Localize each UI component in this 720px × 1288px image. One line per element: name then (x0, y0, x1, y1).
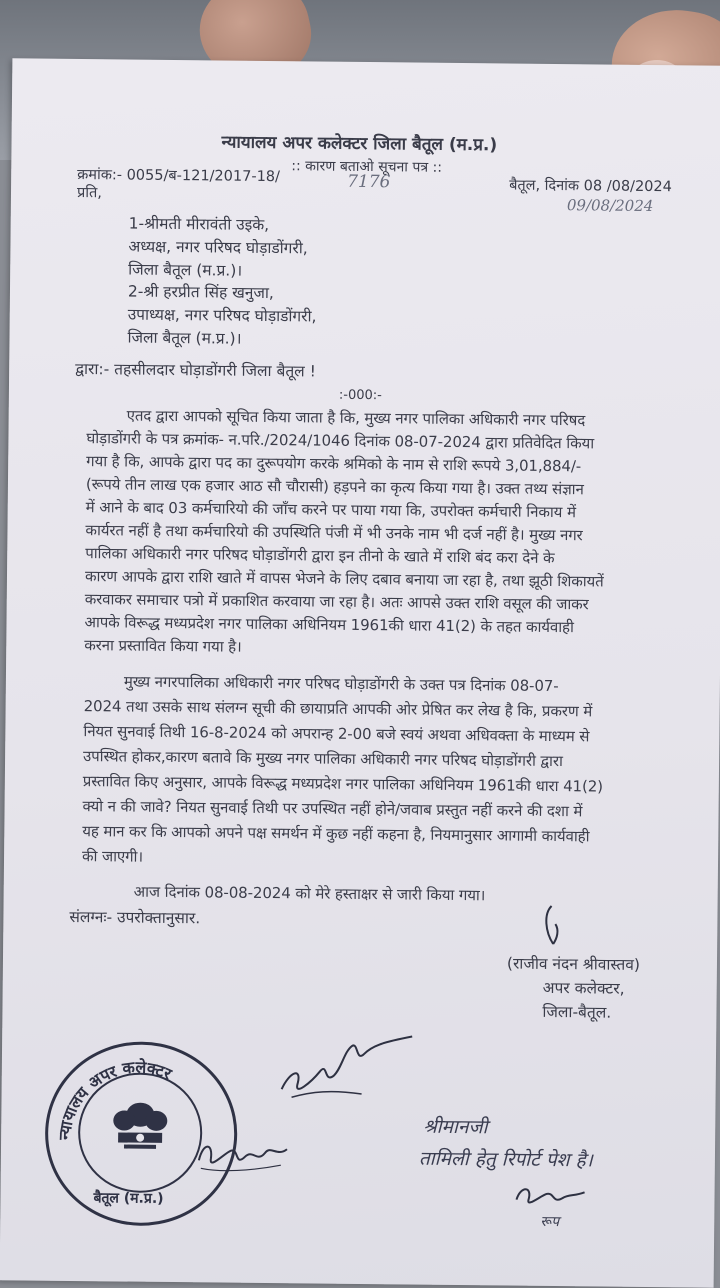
seal-bottom-text: बैतूल (म.प्र.) (93, 1190, 164, 1207)
recipient-line: जिला बैतूल (म.प्र.)। (127, 328, 242, 348)
to-label: प्रति, (76, 184, 102, 202)
separator: :-000:- (338, 387, 382, 404)
handwritten-note-line-2: तामिली हेतु रिपोर्ट पेश है। (418, 1147, 593, 1172)
handwritten-scribble (191, 1122, 302, 1183)
seal-outer-text: न्यायालय अपर कलेक्टर (55, 1057, 175, 1141)
recipient-line: 2-श्री हरप्रीत सिंह खनुजा, (127, 282, 274, 303)
through-line: द्वारा:- तहसीलदार घोड़ाडोंगरी जिला बैतूल ! (75, 359, 316, 381)
body-line: यह मान कर कि आपको अपने पक्ष समर्थन में कुछ नहीं कहना है, नियमानुसार आगामी कार्यवाही (82, 822, 590, 846)
body-line: उपस्थित होकर,कारण बतावे कि मुख्य नगर पालिका अधिकारी नगर परिषद घोड़ाडोंगरी द्वारा (83, 747, 563, 771)
recipient-line: 1-श्रीमती मीरावंती उइके, (128, 214, 270, 234)
signatory-designation: अपर कलेक्टर, (542, 978, 625, 998)
issue-line: आज दिनांक 08-08-2024 को मेरे हस्ताक्षर से जारी किया गया। (133, 882, 486, 905)
place-date: बैतूल, दिनांक 08 /08/2024 (509, 177, 672, 196)
note-sign-label: रूप (540, 1213, 560, 1231)
attachment-line: संलग्नः- उपरोक्तानुसार. (69, 907, 201, 928)
body-line: एतद द्वारा आपको सूचित किया जाता है कि, मुख्य नगर पालिका अधिकारी नगर परिषद (126, 406, 586, 430)
body-line: मुख्य नगरपालिका अधिकारी नगर परिषद घोड़ाडोंगरी के उक्त पत्र दिनांक 08-07- (123, 672, 559, 696)
recipient-line: जिला बैतूल (म.प्र.)। (128, 260, 243, 280)
body-line: की जाएगी। (81, 847, 144, 866)
body-line: 2024 तथा उसके साथ संलग्न सूची की छायाप्रति आपकी ओर प्रेषित कर लेख है कि, प्रकरण में (83, 697, 593, 721)
signature-mark (533, 904, 574, 952)
body-line: (रूपये तीन लाख एक हजार आठ सौ चौरासी) हड़पने का कृत्य किया गया है। उक्त तथ्य संज्ञान (85, 475, 584, 499)
recipient-line: उपाध्यक्ष, नगर परिषद घोड़ाडोंगरी, (127, 305, 317, 326)
body-line: प्रस्तावित किए अनुसार, आपके विरूद्ध मध्यप्रदेश नगर पालिका अधिनियम 1961की धारा 41(2) (82, 772, 604, 796)
recipient-line: अध्यक्ष, नगर परिषद घोड़ाडोंगरी, (128, 237, 308, 258)
signatory-name: (राजीव नंदन श्रीवास्तव) (506, 954, 641, 974)
body-line: नियत सुनवाई तिथी 16-8-2024 को अपरान्ह 2-00 बजे स्वयं अथवा अधिवक्ता के माध्यम से (83, 722, 590, 746)
body-line: करना प्रस्तावित किया गया है। (84, 636, 242, 656)
body-line: क्यो न की जावे? नियत सुनवाई तिथी पर उपस्थित नहीं होने/जवाब प्रस्तुत नहीं करने की दशा में (82, 797, 583, 821)
court-title: न्यायालय अपर कलेक्टर जिला बैतूल (म.प्र.) (221, 132, 498, 156)
reference-number-handwritten: 7176 (347, 171, 391, 193)
reference-number: क्रमांक:- 0055/ब-121/2017-18/ (77, 166, 281, 186)
body-line: आपके विरूद्ध मध्यप्रदेश नगर पालिका अधिनियम 1961की धारा 41(2) के तहत कार्यवाही (84, 613, 574, 637)
body-line: में आने के बाद 03 कर्मचारियो की जाँच करने पर पाया गया कि, उपरोक्त कर्मचारी निकाय में (85, 498, 576, 522)
document-paper (0, 58, 720, 1287)
body-line: गया है कि, आपके द्वारा पद का दुरूपयोग करके श्रमिको के नाम से राशि रूपये 3,01,884/- (86, 452, 582, 476)
handwritten-signature (271, 1031, 422, 1113)
body-line: कारण आपके द्वारा राशि खाते में वापस भेजने के लिए दबाव बनाया जा रहा है, तथा झूठी शिकायतें (84, 567, 604, 591)
notice-title: :: कारण बताओ सूचना पत्र :: (291, 158, 443, 176)
body-line: कार्यरत नहीं है तथा कर्मचारियो की उपस्थिति पंजी में भी उनके नाम भी दर्ज नहीं है। मुख्य नगर (85, 521, 583, 545)
signatory-district: जिला-बैतूल. (542, 1002, 612, 1022)
body-line: पालिका अधिकारी नगर परिषद घोड़ाडोंगरी द्वारा इन तीनो के खाते में राशि बंद करा देने के (85, 544, 555, 567)
body-line: घोड़ाडोंगरी के पत्र क्रमांक- न.परि./2024/1046 दिनांक 08-07-2024 द्वारा प्रतिवेदित किया (86, 429, 595, 453)
body-line: करवाकर समाचार पत्रो में प्रकाशित करवाया जा रहा है। अतः आपसे उक्त राशि वसूल की जाकर (84, 590, 589, 614)
emblem-icon (80, 1074, 201, 1191)
handwritten-date: 09/08/2024 (566, 196, 654, 216)
seal-emblem (78, 1072, 203, 1193)
note-signature (510, 1178, 590, 1215)
handwritten-note-line-1: श्रीमानजी (423, 1115, 488, 1139)
